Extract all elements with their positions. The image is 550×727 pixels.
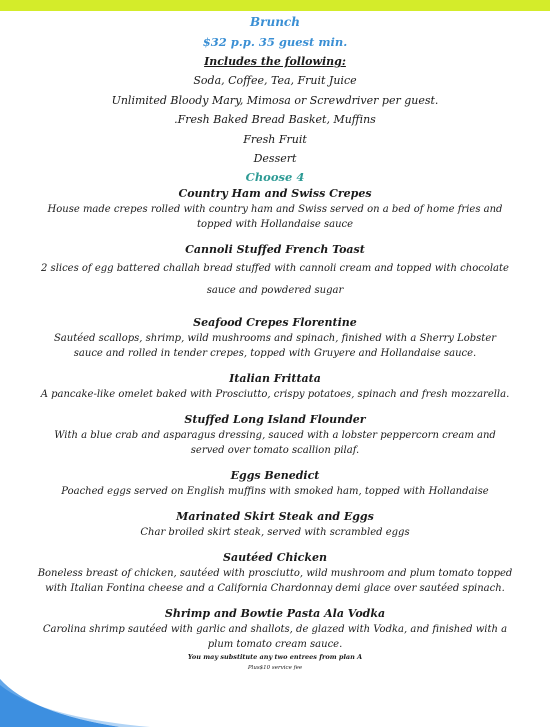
choose-label: Choose 4 (245, 169, 305, 184)
dish-description: sauce and powdered sugar (206, 284, 344, 296)
dish-description: topped with Hollandaise sauce (196, 218, 354, 230)
dish-description: Boneless breast of chicken, sautéed with prosciutto, wild mushroom and plum tomato topped (37, 567, 513, 579)
dish-description: Poached eggs served on English muffins with smoked ham, topped with Hollandaise (61, 485, 489, 497)
dish-name: Country Ham and Swiss Crepes (178, 186, 372, 200)
menu-item (0, 606, 550, 652)
dish-description: Char broiled skirt steak, served with scrambled eggs (140, 526, 410, 538)
service-fee-note: Plus$10 service fee (247, 664, 303, 671)
corner-wave-decoration (0, 679, 550, 727)
price-line: $32 p.p. 35 guest min. (202, 35, 348, 49)
menu-item (0, 242, 550, 302)
dish-name: Marinated Skirt Steak and Eggs (176, 509, 374, 523)
dish-name: Seafood Crepes Florentine (193, 315, 357, 329)
menu-item (0, 186, 550, 232)
included-item: Unlimited Bloody Mary, Mimosa or Screwdriver per guest. (111, 93, 439, 107)
dish-name: Eggs Benedict (230, 468, 320, 482)
includes-label: Includes the following: (204, 55, 346, 68)
dish-description: Sautéed scallops, shrimp, wild mushrooms and spinach, finished with a Sherry Lobster (53, 332, 497, 344)
dish-description: sauce and rolled in tender crepes, topped with Gruyere and Hollandaise sauce. (73, 347, 477, 359)
menu-item (0, 468, 550, 499)
top-accent-bar (0, 0, 550, 11)
menu-item (0, 371, 550, 402)
included-item: Dessert (253, 152, 297, 165)
dish-description: plum tomato cream sauce. (207, 638, 343, 650)
dish-name: Cannoli Stuffed French Toast (185, 242, 365, 256)
dish-description: Carolina shrimp sautéed with garlic and shallots, de glazed with Vodka, and finished with a (42, 623, 508, 635)
dish-name: Stuffed Long Island Flounder (184, 412, 366, 426)
dish-description: House made crepes rolled with country ham and Swiss served on a bed of home fries and (47, 203, 503, 215)
included-item: Soda, Coffee, Tea, Fruit Juice (193, 74, 357, 87)
included-item: .Fresh Baked Bread Basket, Muffins (174, 113, 376, 126)
menu-item (0, 315, 550, 361)
dish-description: with Italian Fontina cheese and a California Chardonnay demi glace over sautéed spinach. (45, 582, 505, 594)
menu-title: Brunch (250, 15, 300, 29)
menu-item (0, 550, 550, 596)
menu-item (0, 509, 550, 540)
included-item: Fresh Fruit (243, 132, 307, 146)
dish-name: Italian Frittata (229, 371, 321, 385)
dish-description: served over tomato scallion pilaf. (190, 444, 360, 456)
dish-description: 2 slices of egg battered challah bread stuffed with cannoli cream and topped with chocolate (41, 262, 509, 274)
dish-description: With a blue crab and asparagus dressing, sauced with a lobster peppercorn cream and (54, 429, 496, 441)
dish-name: Shrimp and Bowtie Pasta Ala Vodka (164, 606, 386, 620)
brunch-menu (0, 12, 550, 673)
dish-name: Sautéed Chicken (223, 550, 327, 564)
substitute-note: You may substitute any two entrees from plan A (187, 652, 363, 661)
dish-description: A pancake-like omelet baked with Prosciutto, crispy potatoes, spinach and fresh mozzarella. (40, 388, 510, 400)
menu-item (0, 412, 550, 458)
